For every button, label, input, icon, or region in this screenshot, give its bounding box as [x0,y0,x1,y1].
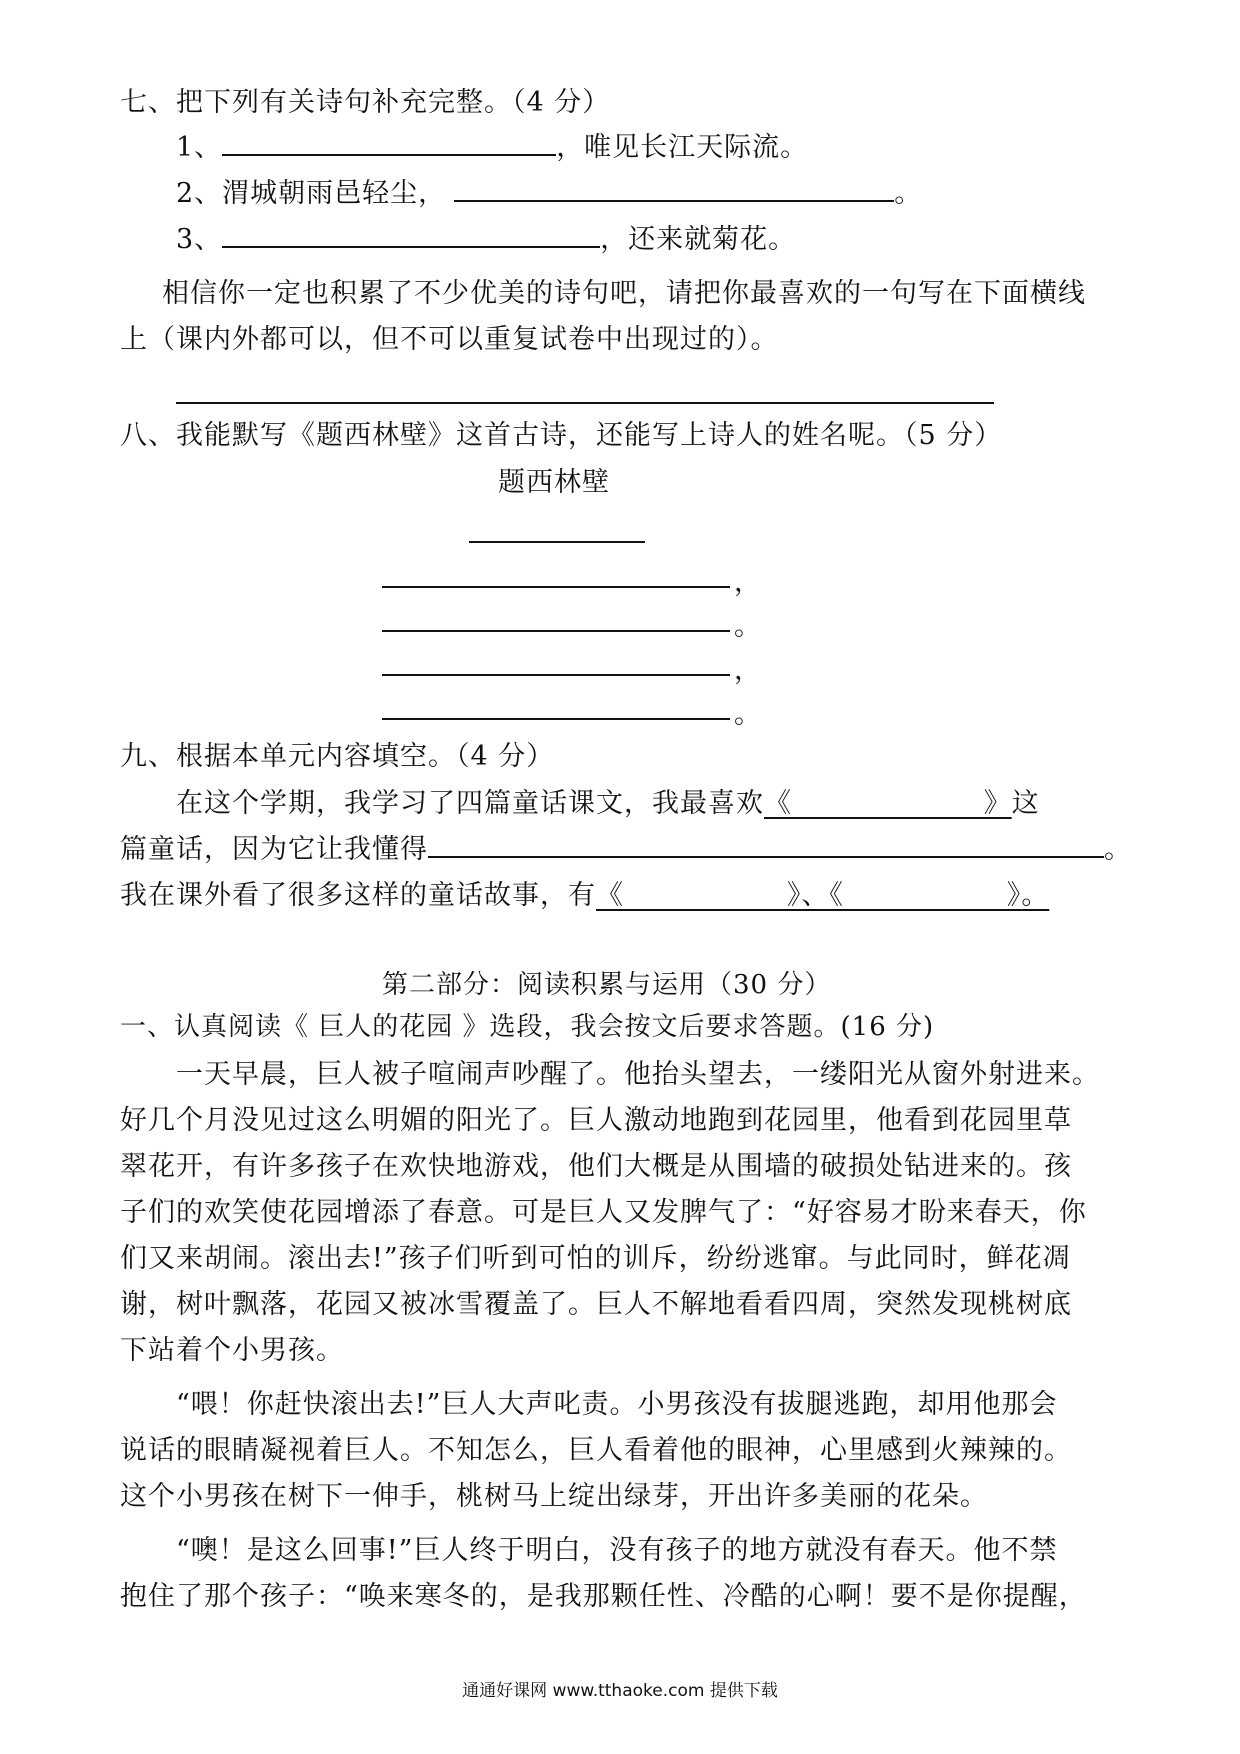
q1-blank[interactable] [222,132,556,156]
q2-blank[interactable] [454,178,894,202]
passage-line: 好几个月没见过这么明媚的阳光了。巨人激动地跑到花园里，他看到花园里草 [120,1105,1072,1136]
q2-before-text: 2、渭城朝雨邑轻尘， [176,178,447,209]
p2-end: 。 [1104,834,1132,865]
section7-q3 [176,223,796,257]
p1-end: 这 [1011,788,1040,819]
poet-name-blank[interactable] [469,541,645,543]
poem-line-2-blank[interactable] [382,630,730,632]
section9-heading: 九、根据本单元内容填空。（4 分） [120,741,555,772]
q1-after-text: ，唯见长江天际流。 [556,132,809,163]
section7-q2 [176,177,922,211]
lesson-learned-blank[interactable] [428,834,1104,858]
section7-heading: 七、把下列有关诗句补充完整。（4 分） [120,87,611,118]
q3-number: 3、 [176,224,223,255]
p2-text: 篇童话，因为它让我懂得 [120,834,428,865]
poem-line-3-blank[interactable] [382,674,730,676]
q2-after-text: 。 [894,178,923,209]
passage-line: 抱住了那个孩子：“唤来寒冬的，是我那颗任性、冷酷的心啊！要不是你提醒， [120,1581,1087,1612]
other-fairytale-blank-2[interactable]: 《 》 [829,880,1022,911]
passage-line: 这个小男孩在树下一伸手，桃树马上绽出绿芽，开出许多美丽的花朵。 [120,1481,988,1512]
poem-line-3-punct: ， [734,655,762,686]
favorite-poem-instruction-1: 相信你一定也积累了不少优美的诗句吧，请把你最喜欢的一句写在下面横线 [162,278,1086,309]
poem-line-2-punct: 。 [734,611,762,642]
section9-para1 [176,787,1040,821]
passage-line: 翠花开，有许多孩子在欢快地游戏，他们大概是从围墙的破损处钻进来的。孩 [120,1151,1072,1182]
section9-para2 [120,833,1132,867]
passage-line: 一天早晨，巨人被子喧闹声吵醒了。他抬头望去，一缕阳光从窗外射进来。 [176,1059,1100,1090]
passage-line: 说话的眼睛凝视着巨人。不知怎么，巨人看着他的眼神，心里感到火辣辣的。 [120,1435,1072,1466]
passage-line: 谢，树叶飘落，花园又被冰雪覆盖了。巨人不解地看看四周，突然发现桃树底 [120,1289,1072,1320]
p3-separator: 、 [801,880,830,911]
passage-line: “噢！是这么回事!”巨人终于明白，没有孩子的地方就没有春天。他不禁 [176,1535,1058,1566]
poem-line-4-punct: 。 [734,699,762,730]
section8-heading: 八、我能默写《题西林壁》这首古诗，还能写上诗人的姓名呢。（5 分） [120,420,1003,451]
part2-heading: 第二部分：阅读积累与运用（30 分） [382,970,832,1000]
passage-line: 子们的欢笑使花园增添了春意。可是巨人又发脾气了：“好容易才盼来春天，你 [120,1197,1087,1228]
passage-line: “喂！你赶快滚出去!”巨人大声叱责。小男孩没有拔腿逃跑，却用他那会 [176,1389,1058,1420]
q3-after-text: ，还来就菊花。 [600,224,797,255]
p3-text: 我在课外看了很多这样的童话故事，有 [120,880,596,911]
q1-number: 1、 [176,132,223,163]
favorite-poem-blank[interactable] [176,402,994,404]
other-fairytale-blank-1[interactable]: 《 》 [596,880,802,911]
favorite-fairytale-blank[interactable]: 《 》 [764,788,1012,819]
section7-q1 [176,131,808,165]
q3-blank[interactable] [222,224,600,248]
poem-line-1-punct: ， [734,567,762,598]
download-footer: 通通好课网 www.tthaoke.com 提供下载 [462,1681,778,1701]
passage-line: 们又来胡闹。滚出去!”孩子们听到可怕的训斥，纷纷逃窜。与此同时，鲜花凋 [120,1243,1071,1274]
poem-title: 题西林壁 [498,467,610,498]
poem-line-1-blank[interactable] [382,586,730,588]
passage-line: 下站着个小男孩。 [120,1335,344,1366]
poem-line-4-blank[interactable] [382,718,730,720]
reading-q1-heading: 一、认真阅读《 巨人的花园 》选段，我会按文后要求答题。(16 分) [120,1012,935,1042]
favorite-poem-instruction-2: 上（课内外都可以，但不可以重复试卷中出现过的）。 [120,324,779,355]
p3-end: 。 [1021,880,1050,911]
p1-text: 在这个学期，我学习了四篇童话课文，我最喜欢 [176,788,764,819]
section9-para3 [120,879,1049,913]
